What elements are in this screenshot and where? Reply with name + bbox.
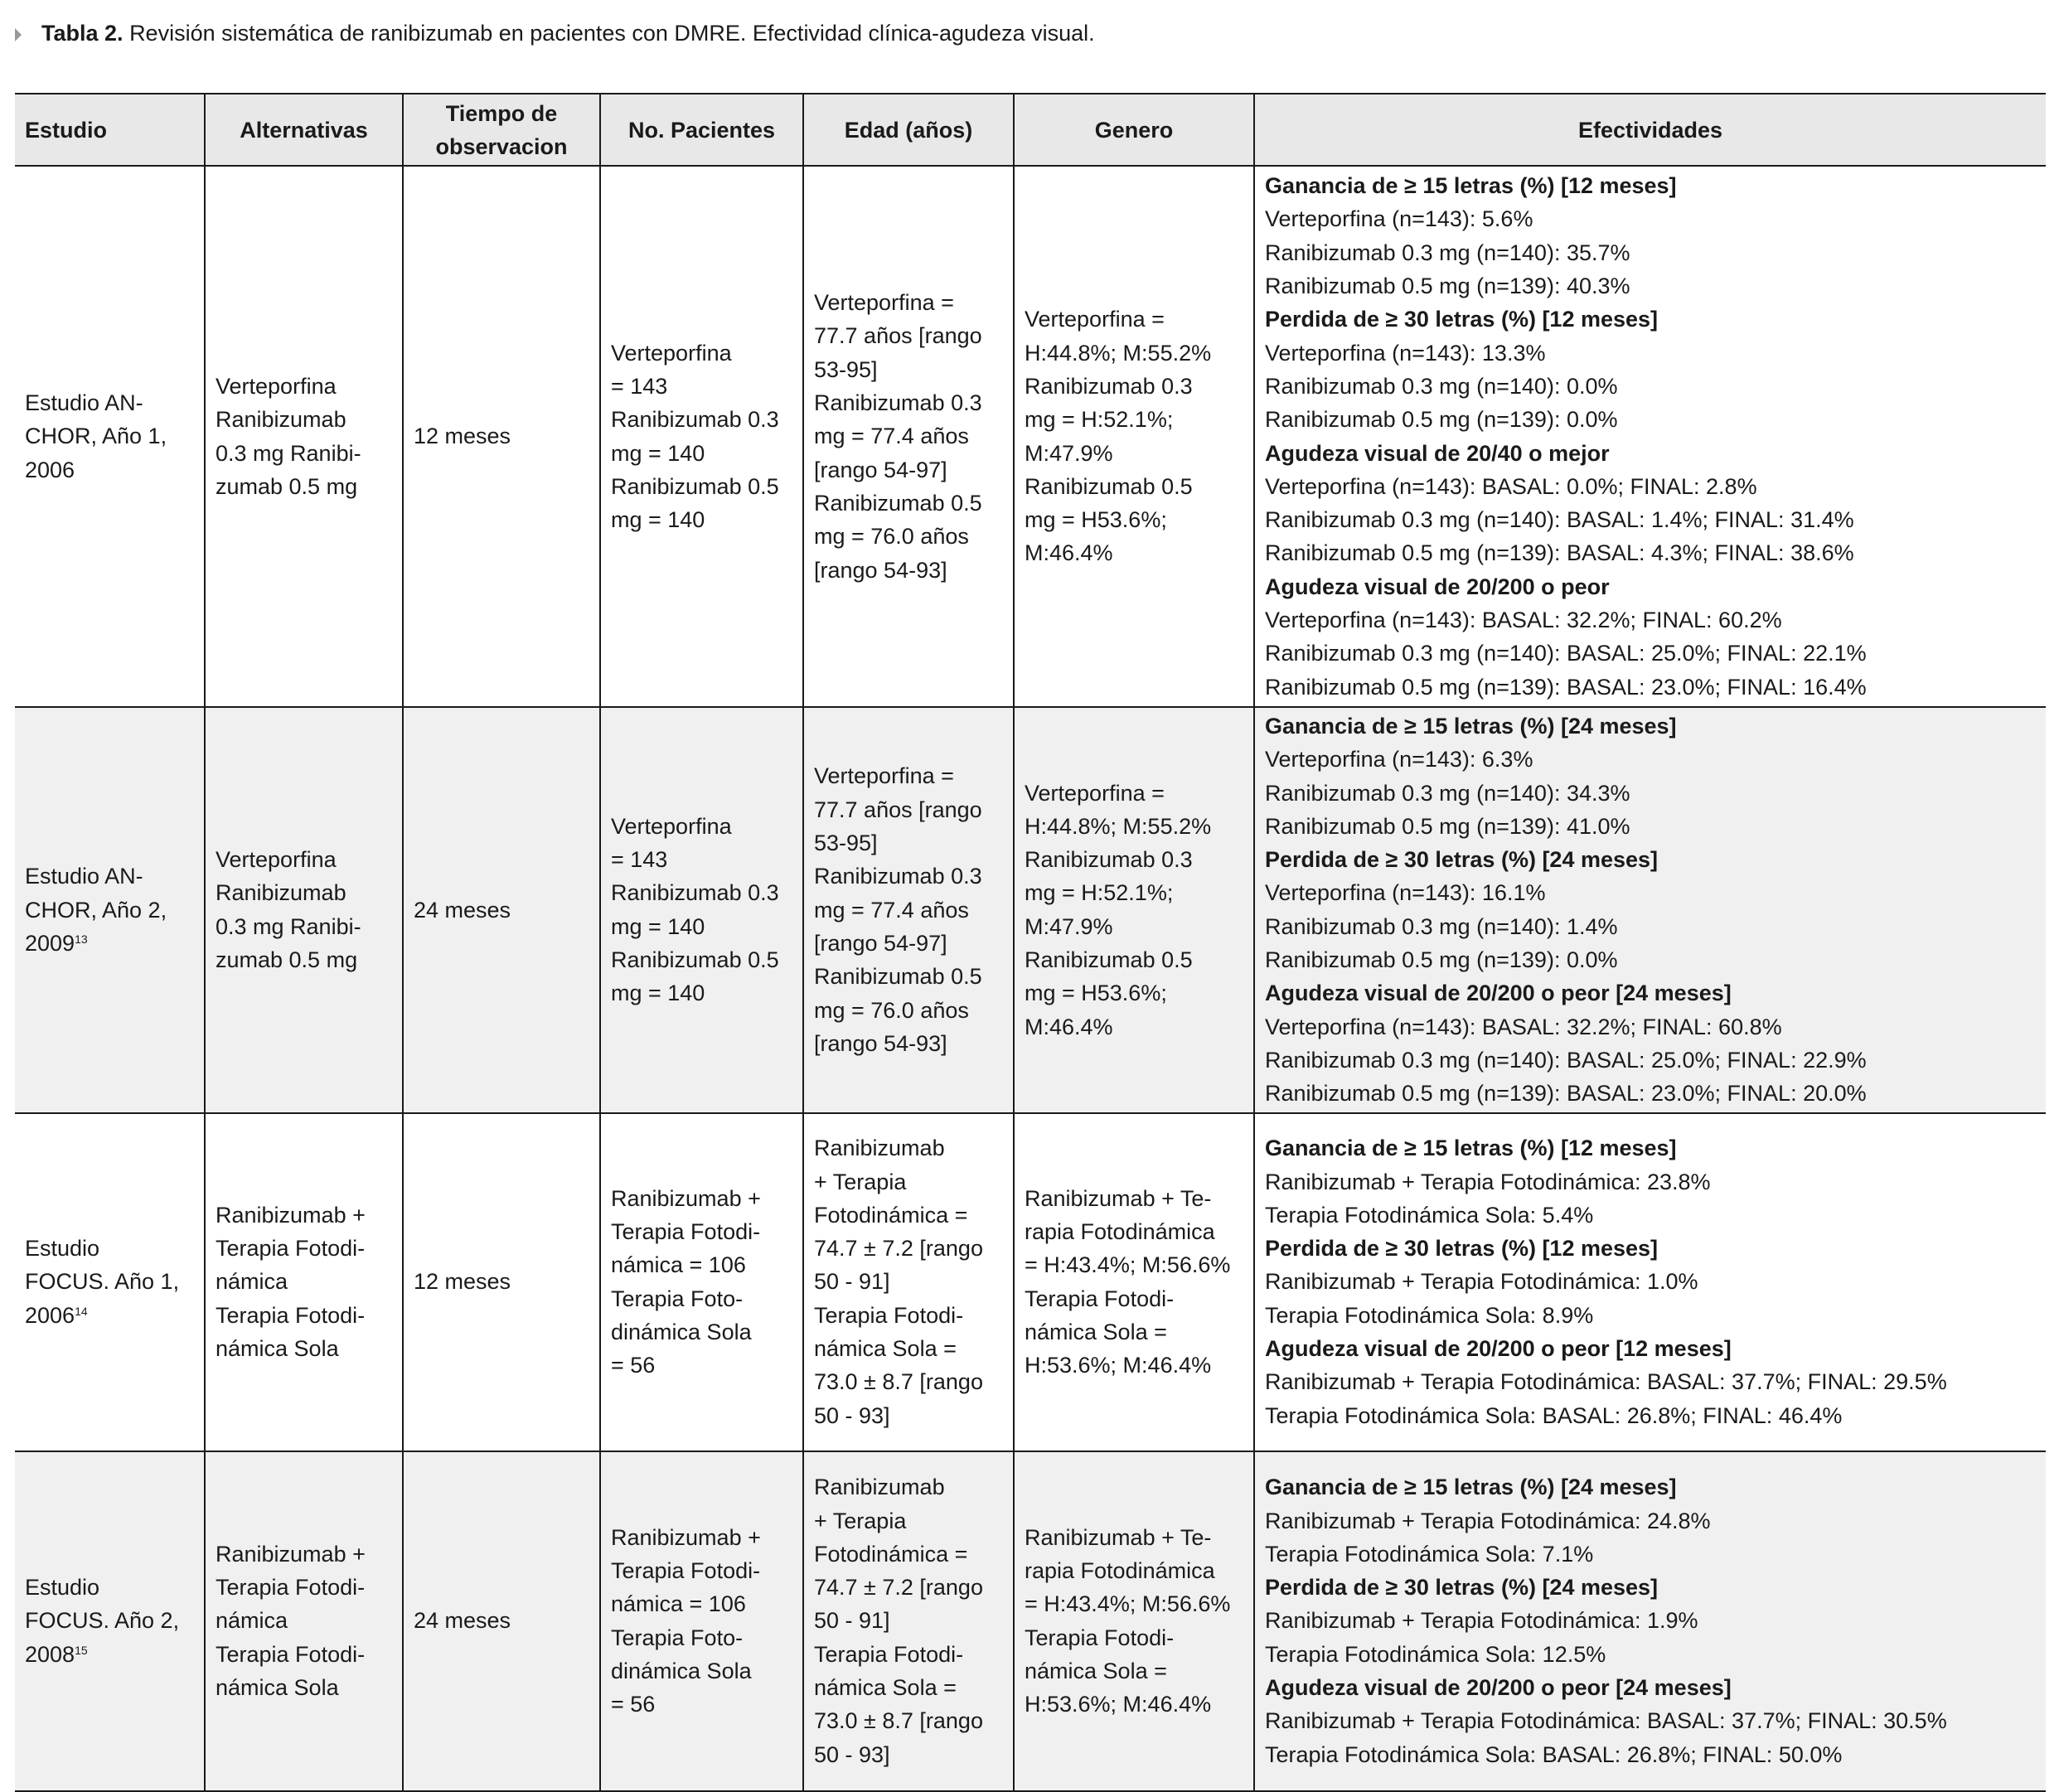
edad-line: Ranibizumab 0.5 (814, 964, 982, 990)
reference-superscript: 13 (75, 932, 88, 946)
genero-line: H:44.8%; M:55.2% (1025, 340, 1212, 366)
efectividad-line: Ranibizumab + Terapia Fotodinámica: BASAL: 37.7%; FINAL: 29.5% (1265, 1369, 1947, 1395)
alternativa-line: Verteporfina (216, 373, 337, 399)
cell-estudio (15, 166, 205, 707)
alternativa-line: námica Sola (216, 1675, 339, 1700)
cell-genero (1014, 166, 1254, 707)
alternativa-line: Ranibizumab (216, 880, 346, 906)
cell-genero (1014, 1451, 1254, 1791)
header-edad: Edad (años) (803, 94, 1014, 166)
efectividad-heading: Ganancia de ≥ 15 letras (%) [12 meses] (1265, 173, 1677, 199)
results-table (15, 93, 2046, 1792)
edad-line: + Terapia (814, 1508, 907, 1533)
edad-line: Ranibizumab 0.3 (814, 390, 982, 416)
efectividad-line: Ranibizumab 0.3 mg (n=140): BASAL: 25.0%; FINAL: 22.1% (1265, 641, 1867, 666)
edad-line: 74.7 ± 7.2 [rango (814, 1575, 983, 1601)
genero-line: mg = H:52.1%; (1025, 407, 1174, 433)
estudio-line: 2006 (25, 457, 75, 482)
pacientes-line: Ranibizumab 0.5 (611, 473, 779, 499)
edad-line: 74.7 ± 7.2 [rango (814, 1236, 983, 1262)
efectividad-line: Ranibizumab 0.5 mg (n=139): BASAL: 23.0%; FINAL: 20.0% (1265, 1081, 1867, 1107)
efectividad-heading: Perdida de ≥ 30 letras (%) [12 meses] (1265, 307, 1659, 332)
cell-edad (803, 166, 1014, 707)
genero-line: Ranibizumab 0.3 (1025, 847, 1193, 873)
genero-line: H:53.6%; M:46.4% (1025, 1692, 1212, 1717)
edad-line: [rango 54-97] (814, 457, 947, 482)
edad-line: mg = 77.4 años (814, 424, 969, 449)
pacientes-line: Ranibizumab 0.5 (611, 947, 779, 973)
efectividad-line: Verteporfina (n=143): BASAL: 0.0%; FINAL: 2.8% (1265, 473, 1757, 499)
cell-genero (1014, 707, 1254, 1113)
cell-pacientes (600, 1113, 803, 1451)
genero-line: M:47.9% (1025, 440, 1113, 466)
efectividad-heading: Perdida de ≥ 30 letras (%) [24 meses] (1265, 1575, 1659, 1601)
header-tiempo: Tiempo de observacion (403, 94, 600, 166)
cell-estudio (15, 1113, 205, 1451)
edad-line: 73.0 ± 8.7 [rango (814, 1708, 983, 1734)
genero-line: rapia Fotodinámica (1025, 1218, 1215, 1244)
pacientes-line: Ranibizumab 0.3 (611, 880, 779, 906)
genero-line: mg = H53.6%; (1025, 507, 1167, 533)
pacientes-line: Terapia Foto- (611, 1625, 744, 1650)
alternativa-line: Terapia Fotodi- (216, 1575, 366, 1601)
edad-line: 53-95] (814, 356, 878, 382)
genero-line: Ranibizumab 0.5 (1025, 473, 1193, 499)
efectividad-line: Verteporfina (n=143): 13.3% (1265, 340, 1546, 366)
edad-line: Ranibizumab (814, 1475, 945, 1500)
estudio-line: FOCUS. Año 2, (25, 1608, 180, 1634)
cell-edad (803, 1113, 1014, 1451)
pacientes-line: mg = 140 (611, 440, 705, 466)
efectividad-line: Ranibizumab 0.3 mg (n=140): 1.4% (1265, 913, 1618, 939)
genero-line: Verteporfina = (1025, 780, 1165, 806)
efectividad-line: Ranibizumab 0.3 mg (n=140): 34.3% (1265, 780, 1630, 806)
cell-genero (1014, 1113, 1254, 1451)
alternativa-line: námica (216, 1269, 288, 1295)
pacientes-line: Ranibizumab + (611, 1185, 761, 1211)
caption-text: Revisión sistemática de ranibizumab en pacientes con DMRE. Efectividad clínica-agudeza visual. (129, 21, 1095, 46)
pacientes-line: = 143 (611, 373, 668, 399)
edad-line: 53-95] (814, 831, 878, 856)
header-row (15, 94, 2046, 166)
header-estudio: Estudio (15, 94, 205, 166)
edad-line: mg = 77.4 años (814, 897, 969, 923)
genero-line: = H:43.4%; M:56.6% (1025, 1252, 1231, 1278)
pacientes-line: námica = 106 (611, 1591, 746, 1617)
estudio-line: Estudio (25, 1575, 100, 1601)
genero-line: Verteporfina = (1025, 307, 1165, 332)
cell-edad (803, 1451, 1014, 1791)
efectividad-line: Ranibizumab 0.5 mg (n=139): BASAL: 23.0%; FINAL: 16.4% (1265, 674, 1867, 700)
cell-estudio (15, 1451, 205, 1791)
edad-line: mg = 76.0 años (814, 997, 969, 1023)
genero-line: H:44.8%; M:55.2% (1025, 813, 1212, 839)
pacientes-line: mg = 140 (611, 507, 705, 533)
edad-line: Terapia Fotodi- (814, 1641, 964, 1667)
edad-line: Fotodinámica = (814, 1541, 968, 1567)
cell-tiempo (403, 166, 600, 707)
efectividad-line: Terapia Fotodinámica Sola: 8.9% (1265, 1302, 1594, 1328)
efectividad-line: Ranibizumab 0.5 mg (n=139): 0.0% (1265, 407, 1618, 433)
cell-tiempo (403, 1451, 600, 1791)
reference-superscript: 15 (75, 1643, 88, 1657)
efectividad-heading: Agudeza visual de 20/40 o mejor (1265, 440, 1610, 466)
genero-line: mg = H53.6%; (1025, 981, 1167, 1006)
efectividad-heading: Agudeza visual de 20/200 o peor [24 meses] (1265, 981, 1732, 1006)
estudio-line: Estudio AN- (25, 864, 143, 889)
efectividad-line: Ranibizumab 0.3 mg (n=140): 0.0% (1265, 373, 1618, 399)
pacientes-line: Terapia Fotodi- (611, 1557, 761, 1583)
efectividad-heading: Ganancia de ≥ 15 letras (%) [24 meses] (1265, 714, 1677, 739)
genero-line: námica Sola = (1025, 1658, 1167, 1683)
efectividad-heading: Agudeza visual de 20/200 o peor [12 meses] (1265, 1336, 1732, 1361)
efectividad-heading: Agudeza visual de 20/200 o peor [24 meses] (1265, 1675, 1732, 1700)
cell-pacientes (600, 166, 803, 707)
efectividad-line: Ranibizumab + Terapia Fotodinámica: 1.0% (1265, 1269, 1698, 1295)
edad-line: 50 - 91] (814, 1269, 890, 1295)
efectividad-line: Terapia Fotodinámica Sola: 12.5% (1265, 1641, 1606, 1667)
pacientes-line: = 143 (611, 847, 668, 873)
alternativa-line: Ranibizumab (216, 407, 346, 433)
cell-pacientes (600, 1451, 803, 1791)
pacientes-line: dinámica Sola (611, 1658, 752, 1683)
efectividad-line: Verteporfina (n=143): BASAL: 32.2%; FINAL: 60.2% (1265, 607, 1782, 632)
estudio-line: CHOR, Año 1, (25, 424, 167, 449)
alternativa-line: zumab 0.5 mg (216, 473, 358, 499)
edad-line: Verteporfina = (814, 290, 954, 316)
pacientes-line: mg = 140 (611, 981, 705, 1006)
efectividad-heading: Ganancia de ≥ 15 letras (%) [24 meses] (1265, 1475, 1677, 1500)
alternativa-line: Verteporfina (216, 847, 337, 873)
table-row (15, 707, 2046, 1113)
edad-line: 50 - 93] (814, 1402, 890, 1428)
efectividad-line: Terapia Fotodinámica Sola: BASAL: 26.8%; FINAL: 46.4% (1265, 1402, 1843, 1428)
efectividad-line: Verteporfina (n=143): BASAL: 32.2%; FINAL: 60.8% (1265, 1014, 1782, 1039)
tiempo-value: 24 meses (414, 1608, 511, 1634)
genero-line: Ranibizumab 0.3 (1025, 373, 1193, 399)
estudio-line: Estudio AN- (25, 390, 143, 416)
edad-line: Ranibizumab 0.3 (814, 864, 982, 889)
alternativa-line: Terapia Fotodi- (216, 1302, 366, 1328)
cell-efectividades (1254, 166, 2046, 707)
genero-line: M:46.4% (1025, 540, 1113, 566)
edad-line: 77.7 años [rango (814, 323, 982, 349)
efectividad-line: Ranibizumab 0.5 mg (n=139): 0.0% (1265, 947, 1618, 973)
edad-line: 77.7 años [rango (814, 797, 982, 822)
tiempo-value: 24 meses (414, 897, 511, 923)
estudio-line: 2008$^{15}$ (25, 1641, 88, 1667)
edad-line: námica Sola = (814, 1675, 957, 1700)
alternativa-line: Ranibizumab + (216, 1202, 366, 1228)
table-row (15, 166, 2046, 707)
edad-line: Fotodinámica = (814, 1202, 968, 1228)
edad-line: [rango 54-93] (814, 557, 947, 583)
pacientes-line: Ranibizumab + (611, 1524, 761, 1550)
pacientes-line: Terapia Fotodi- (611, 1218, 761, 1244)
cell-efectividades (1254, 1451, 2046, 1791)
table-caption (15, 17, 1095, 50)
genero-line: námica Sola = (1025, 1319, 1167, 1344)
genero-line: Ranibizumab + Te- (1025, 1185, 1212, 1211)
header-pacientes: No. Pacientes (600, 94, 803, 166)
efectividad-line: Ranibizumab 0.5 mg (n=139): 40.3% (1265, 274, 1630, 299)
alternativa-line: námica Sola (216, 1336, 339, 1361)
caption-label: Tabla 2. (41, 21, 124, 46)
genero-line: Ranibizumab 0.5 (1025, 947, 1193, 973)
efectividad-line: Ranibizumab + Terapia Fotodinámica: BASAL: 37.7%; FINAL: 30.5% (1265, 1708, 1947, 1734)
genero-line: M:46.4% (1025, 1014, 1113, 1039)
efectividad-line: Ranibizumab 0.3 mg (n=140): BASAL: 1.4%; FINAL: 31.4% (1265, 507, 1854, 533)
efectividad-line: Ranibizumab 0.3 mg (n=140): 35.7% (1265, 240, 1630, 265)
table-row (15, 1113, 2046, 1451)
pacientes-line: Verteporfina (611, 340, 732, 366)
edad-line: 50 - 91] (814, 1608, 890, 1634)
edad-line: Terapia Fotodi- (814, 1302, 964, 1328)
pacientes-line: Verteporfina (611, 813, 732, 839)
efectividad-line: Verteporfina (n=143): 16.1% (1265, 880, 1546, 906)
genero-line: = H:43.4%; M:56.6% (1025, 1591, 1231, 1617)
edad-line: námica Sola = (814, 1336, 957, 1361)
edad-line: 73.0 ± 8.7 [rango (814, 1369, 983, 1395)
cell-edad (803, 707, 1014, 1113)
alternativa-line: Terapia Fotodi- (216, 1641, 366, 1667)
pacientes-line: Ranibizumab 0.3 (611, 407, 779, 433)
cell-tiempo (403, 707, 600, 1113)
tiempo-value: 12 meses (414, 424, 511, 449)
efectividad-line: Ranibizumab + Terapia Fotodinámica: 23.8% (1265, 1169, 1711, 1194)
efectividad-heading: Perdida de ≥ 30 letras (%) [24 meses] (1265, 847, 1659, 873)
cell-alternativas (205, 707, 403, 1113)
estudio-line: CHOR, Año 2, (25, 897, 167, 923)
pacientes-line: Terapia Foto- (611, 1286, 744, 1311)
cell-alternativas (205, 1451, 403, 1791)
cell-tiempo (403, 1113, 600, 1451)
reference-superscript: 14 (75, 1304, 88, 1318)
alternativa-line: 0.3 mg Ranibi- (216, 440, 361, 466)
genero-line: Terapia Fotodi- (1025, 1286, 1175, 1311)
header-efectividades: Efectividades (1254, 94, 2046, 166)
efectividad-line: Terapia Fotodinámica Sola: BASAL: 26.8%; FINAL: 50.0% (1265, 1741, 1843, 1767)
genero-line: mg = H:52.1%; (1025, 880, 1174, 906)
edad-line: Ranibizumab 0.5 (814, 490, 982, 516)
alternativa-line: Ranibizumab + (216, 1541, 366, 1567)
edad-line: Verteporfina = (814, 763, 954, 789)
estudio-line: FOCUS. Año 1, (25, 1269, 180, 1295)
header-alternativas: Alternativas (205, 94, 403, 166)
edad-line: mg = 76.0 años (814, 524, 969, 550)
cell-efectividades (1254, 707, 2046, 1113)
table-row (15, 1451, 2046, 1791)
genero-line: H:53.6%; M:46.4% (1025, 1353, 1212, 1378)
efectividad-line: Verteporfina (n=143): 5.6% (1265, 206, 1533, 232)
tiempo-value: 12 meses (414, 1269, 511, 1295)
efectividad-line: Terapia Fotodinámica Sola: 7.1% (1265, 1541, 1594, 1567)
alternativa-line: zumab 0.5 mg (216, 947, 358, 973)
cell-pacientes (600, 707, 803, 1113)
genero-line: Ranibizumab + Te- (1025, 1524, 1212, 1550)
edad-line: [rango 54-93] (814, 1030, 947, 1056)
efectividad-line: Ranibizumab 0.5 mg (n=139): BASAL: 4.3%; FINAL: 38.6% (1265, 540, 1854, 566)
cell-alternativas (205, 166, 403, 707)
caption-marker-icon (15, 28, 22, 41)
efectividad-heading: Agudeza visual de 20/200 o peor (1265, 574, 1610, 599)
alternativa-line: 0.3 mg Ranibi- (216, 913, 361, 939)
edad-line: 50 - 93] (814, 1741, 890, 1767)
genero-line: rapia Fotodinámica (1025, 1557, 1215, 1583)
efectividad-line: Ranibizumab 0.5 mg (n=139): 41.0% (1265, 813, 1630, 839)
efectividad-line: Ranibizumab + Terapia Fotodinámica: 1.9% (1265, 1608, 1698, 1634)
genero-line: Terapia Fotodi- (1025, 1625, 1175, 1650)
edad-line: + Terapia (814, 1169, 907, 1194)
alternativa-line: Terapia Fotodi- (216, 1236, 366, 1262)
cell-alternativas (205, 1113, 403, 1451)
estudio-line: 2009$^{13}$ (25, 930, 88, 956)
pacientes-line: námica = 106 (611, 1252, 746, 1278)
pacientes-line: = 56 (611, 1692, 656, 1717)
estudio-line: 2006$^{14}$ (25, 1302, 88, 1328)
estudio-line: Estudio (25, 1236, 100, 1262)
pacientes-line: dinámica Sola (611, 1319, 752, 1344)
efectividad-heading: Perdida de ≥ 30 letras (%) [12 meses] (1265, 1236, 1659, 1262)
edad-line: [rango 54-97] (814, 930, 947, 956)
edad-line: Ranibizumab (814, 1136, 945, 1161)
alternativa-line: námica (216, 1608, 288, 1634)
efectividad-line: Ranibizumab 0.3 mg (n=140): BASAL: 25.0%; FINAL: 22.9% (1265, 1047, 1867, 1073)
cell-efectividades (1254, 1113, 2046, 1451)
efectividad-line: Ranibizumab + Terapia Fotodinámica: 24.8% (1265, 1508, 1711, 1533)
header-genero: Genero (1014, 94, 1254, 166)
efectividad-line: Verteporfina (n=143): 6.3% (1265, 747, 1533, 772)
efectividad-heading: Ganancia de ≥ 15 letras (%) [12 meses] (1265, 1136, 1677, 1161)
pacientes-line: = 56 (611, 1353, 656, 1378)
pacientes-line: mg = 140 (611, 913, 705, 939)
efectividad-line: Terapia Fotodinámica Sola: 5.4% (1265, 1202, 1594, 1228)
cell-estudio (15, 707, 205, 1113)
genero-line: M:47.9% (1025, 913, 1113, 939)
